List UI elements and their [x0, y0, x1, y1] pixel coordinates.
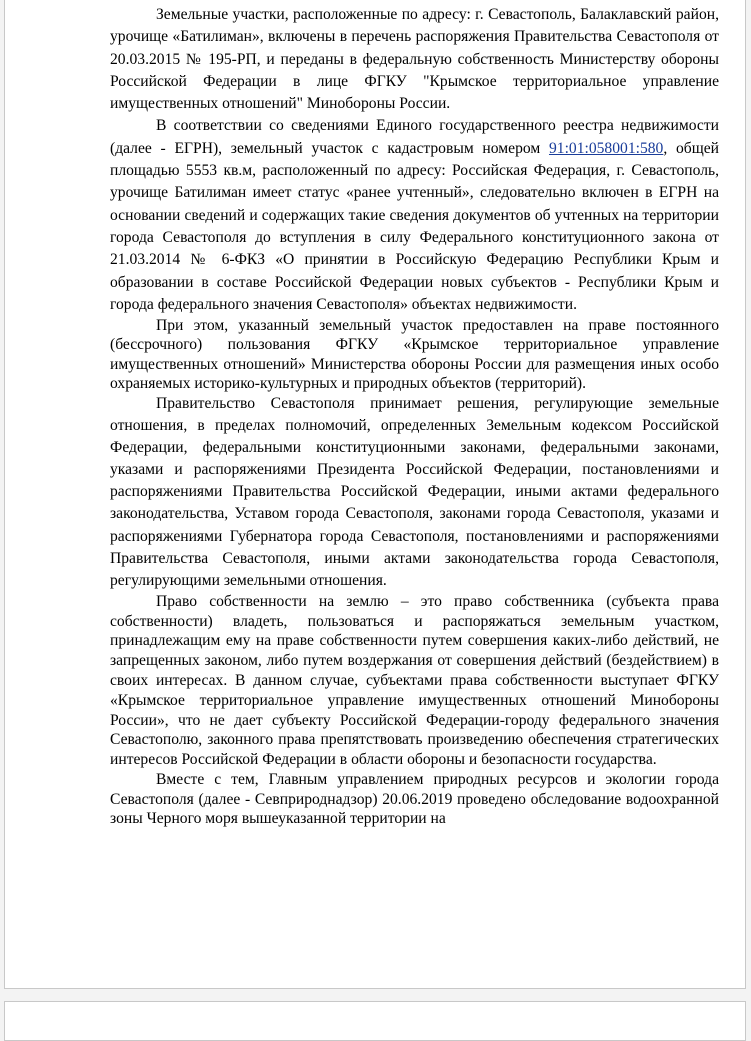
paragraph-3: При этом, указанный земельный участок предоставлен на праве постоянного (бессрочного) пользования ФГКУ «Крымское территориальное управление имущественных отношений» Министерства обороны России для размещения иных особо охраняемых историко-культурных и природных объектов (территорий).	[110, 317, 719, 392]
document-page	[4, 0, 746, 989]
document-body	[110, 4, 719, 829]
paragraph-1: Земельные участки, расположенные по адресу: г. Севастополь, Балаклавский район, урочище «Батилиман», включены в перечень распоряжения Правительства Севастополя от 20.03.2015 № 195-РП, и переданы в федеральную собственность Министерству обороны Российской Федерации в лице ФГКУ "Крымское территориальное управление имущественных отношений" Минобороны России.	[110, 6, 719, 113]
paragraph-4: Правительство Севастополя принимает решения, регулирующие земельные отношения, в пределах полномочий, определенных Земельным кодексом Российской Федерации, федеральными конституционными законами, федеральными законами, указами и распоряжениями Президента Российской Федерации, постановлениями и распоряжениями Правительства Российской Федерации, иными актами федерального законодательства, Уставом города Севастополя, законами города Севастополя, указами и распоряжениями Губернатора города Севастополя, постановлениями и распоряжениями Правительства Севастополя, иными актами законодательства города Севастополя, регулирующими земельными отношения.	[110, 394, 719, 589]
cadastral-number-link[interactable]: 91:01:058001:580	[548, 139, 664, 157]
paragraph-6: Вместе с тем, Главным управлением природных ресурсов и экологии города Севастополя (далее - Севприроднадзор) 20.06.2019 проведено обследование водоохранной зоны Черного моря вышеуказанной территории на	[110, 770, 719, 828]
paragraph-5: Право собственности на землю – это право собственника (субъекта права собственности) владеть, пользоваться и распоряжаться земельным участком, принадлежащим ему на праве собственности путем совершения каких-либо действий, не запрещенных законом, либо путем воздержания от совершения действий (бездействием) в своих интересах. В данном случае, субъектами права собственности выступает ФГКУ «Крымское территориальное управление имущественных отношений Минобороны России», что не дает субъекту Российской Федерации-городу федерального значения Севастополю, законного права препятствовать произведению обеспечения стратегических интересов Российской Федерации в области обороны и безопасности государства.	[110, 592, 719, 769]
paragraph-2-end: , общей площадью 5553 кв.м, расположенный по адресу: Российская Федерация, г. Севастополь, урочище Батилиман имеет статус «ранее учтенный», следовательно включен в ЕГРН на основании сведений и содержащих такие сведения документов об учтенных на территории города Севастополя до вступления в силу Федерального конституционного закона от 21.03.2014 № 6-ФКЗ «О принятии в Российскую Федерацию Республики Крым и образовании в составе Российской Федерации новых субъектов - Республики Крым и города федерального значения Севастополя» объектах недвижимости.	[110, 139, 719, 313]
next-page	[4, 1001, 746, 1041]
paragraph-2-start: В соответствии со сведениями Единого государственного реестра недвижимости (далее - ЕГРН), земельный участок с кадастровым номером	[110, 117, 719, 157]
paragraph-2	[110, 115, 719, 316]
